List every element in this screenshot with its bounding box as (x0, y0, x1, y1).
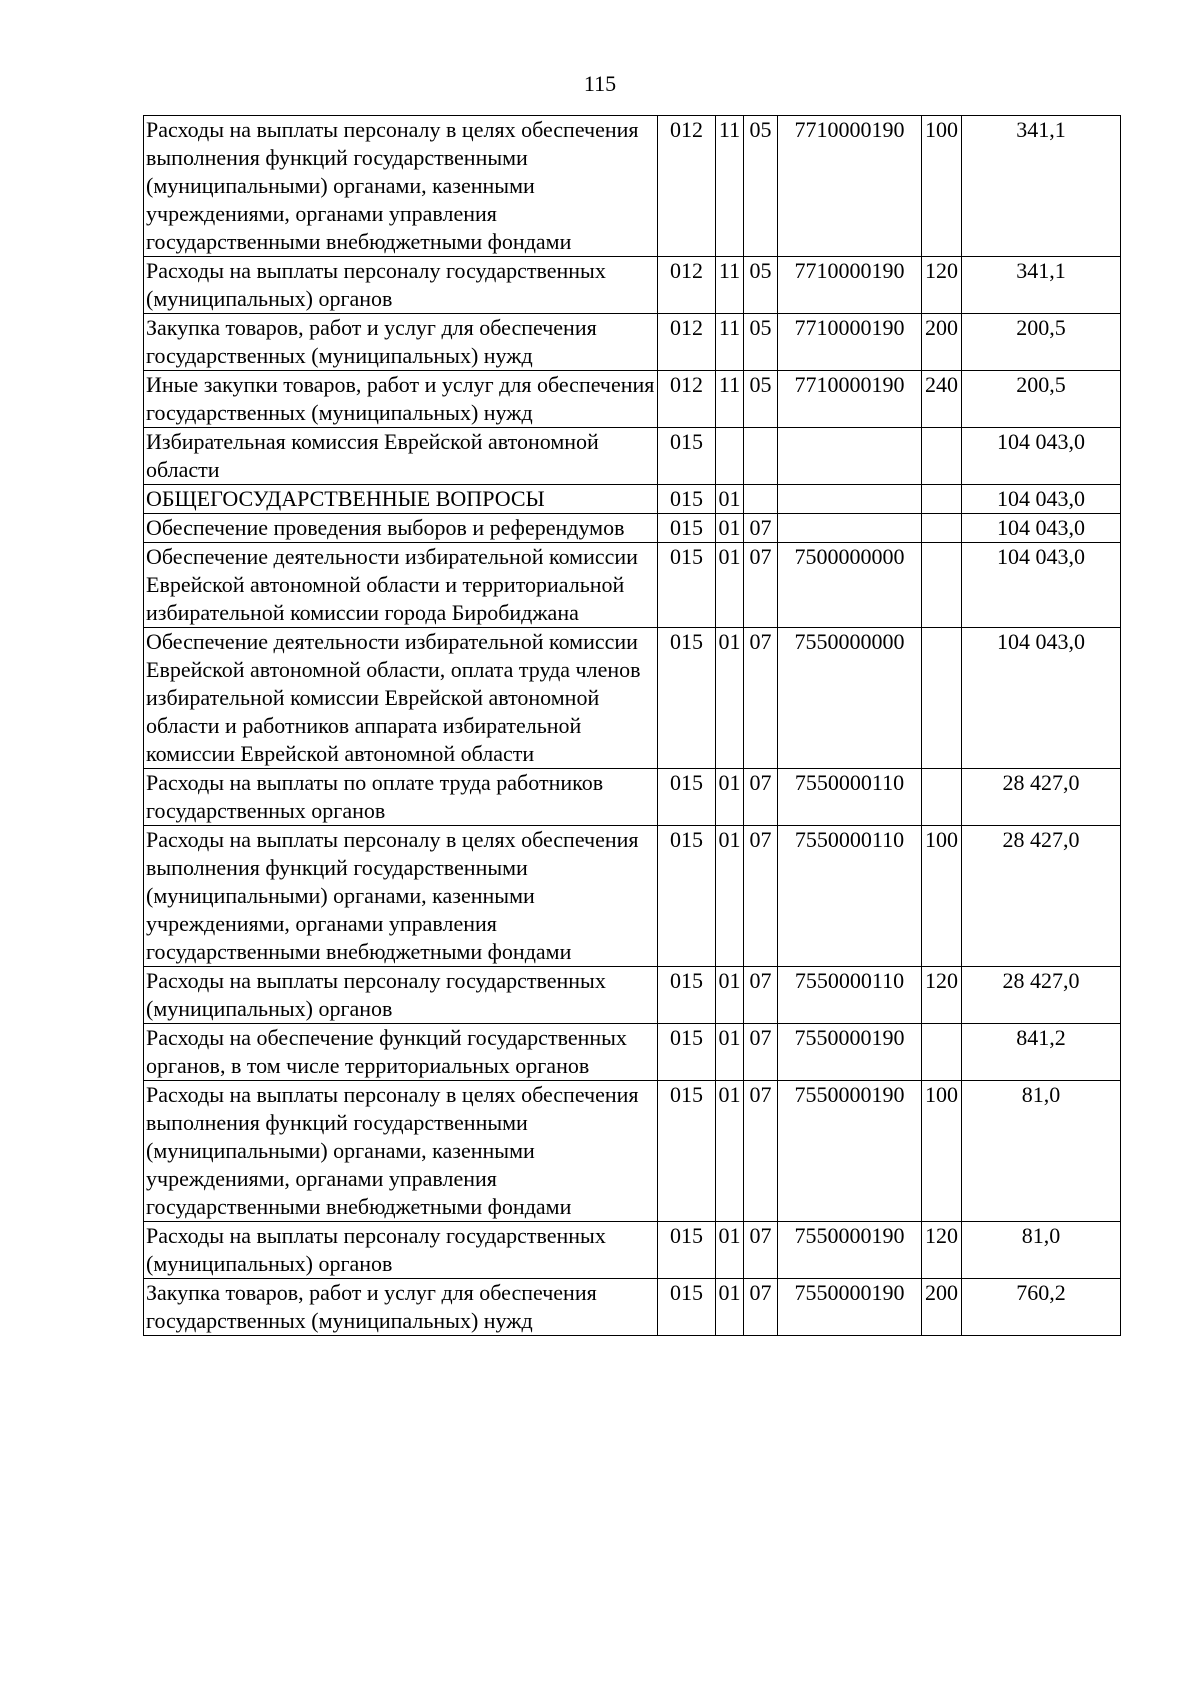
row-csr-code-cell: 7550000110 (778, 769, 922, 826)
row-csr-code-cell: 7550000110 (778, 967, 922, 1024)
row-sum-cell: 341,1 (962, 257, 1121, 314)
row-sum-cell: 841,2 (962, 1024, 1121, 1081)
row-gr-code-cell: 015 (658, 826, 716, 967)
row-rz-code-cell: 01 (716, 826, 744, 967)
row-rz-code-cell: 11 (716, 116, 744, 257)
row-vr-code-cell: 120 (922, 1222, 962, 1279)
row-name-cell: Закупка товаров, работ и услуг для обеспечения государственных (муниципальных) нужд (144, 314, 658, 371)
row-gr-code-cell: 015 (658, 514, 716, 543)
row-rz-code-cell: 11 (716, 257, 744, 314)
row-csr-code-cell (778, 485, 922, 514)
row-gr-code-cell: 015 (658, 1222, 716, 1279)
row-pr-code-cell: 05 (744, 257, 778, 314)
row-vr-code-cell: 200 (922, 1279, 962, 1336)
row-rz-code-cell: 11 (716, 314, 744, 371)
row-pr-code-cell: 07 (744, 769, 778, 826)
row-pr-code-cell: 07 (744, 514, 778, 543)
row-sum-cell: 200,5 (962, 371, 1121, 428)
row-gr-code-cell: 012 (658, 257, 716, 314)
row-vr-code-cell (922, 543, 962, 628)
row-gr-code-cell: 015 (658, 543, 716, 628)
row-csr-code-cell: 7550000190 (778, 1024, 922, 1081)
row-gr-code-cell: 012 (658, 314, 716, 371)
row-pr-code-cell (744, 485, 778, 514)
row-rz-code-cell: 01 (716, 1081, 744, 1222)
row-sum-cell: 28 427,0 (962, 769, 1121, 826)
row-csr-code-cell: 7550000190 (778, 1081, 922, 1222)
row-sum-cell: 81,0 (962, 1081, 1121, 1222)
row-rz-code-cell: 01 (716, 1024, 744, 1081)
row-sum-cell: 104 043,0 (962, 485, 1121, 514)
row-pr-code-cell: 05 (744, 314, 778, 371)
row-vr-code-cell: 100 (922, 826, 962, 967)
row-csr-code-cell: 7710000190 (778, 371, 922, 428)
row-csr-code-cell: 7710000190 (778, 116, 922, 257)
row-vr-code-cell: 120 (922, 967, 962, 1024)
table-row (144, 769, 1121, 826)
table-row (144, 514, 1121, 543)
row-sum-cell: 104 043,0 (962, 628, 1121, 769)
row-sum-cell: 28 427,0 (962, 826, 1121, 967)
table-row (144, 543, 1121, 628)
row-vr-code-cell: 240 (922, 371, 962, 428)
row-gr-code-cell: 015 (658, 769, 716, 826)
row-name-cell: Закупка товаров, работ и услуг для обеспечения государственных (муниципальных) нужд (144, 1279, 658, 1336)
table-row (144, 485, 1121, 514)
row-sum-cell: 104 043,0 (962, 543, 1121, 628)
row-vr-code-cell: 100 (922, 116, 962, 257)
row-name-cell: Расходы на выплаты по оплате труда работников государственных органов (144, 769, 658, 826)
budget-table (143, 115, 1121, 1336)
row-name-cell: Избирательная комиссия Еврейской автономной области (144, 428, 658, 485)
row-name-cell: Расходы на выплаты персоналу в целях обеспечения выполнения функций государственными (муниципальными) органами, казенными учреждениями, органами управления государственными внебюджетными фондами (144, 826, 658, 967)
table-row (144, 628, 1121, 769)
table-row (144, 314, 1121, 371)
row-vr-code-cell: 100 (922, 1081, 962, 1222)
row-gr-code-cell: 015 (658, 1024, 716, 1081)
row-rz-code-cell (716, 428, 744, 485)
row-rz-code-cell: 01 (716, 514, 744, 543)
row-rz-code-cell: 01 (716, 967, 744, 1024)
row-name-cell: Расходы на выплаты персоналу государственных (муниципальных) органов (144, 967, 658, 1024)
row-gr-code-cell: 015 (658, 628, 716, 769)
row-rz-code-cell: 01 (716, 485, 744, 514)
row-vr-code-cell (922, 514, 962, 543)
row-pr-code-cell: 05 (744, 371, 778, 428)
row-pr-code-cell: 07 (744, 967, 778, 1024)
row-name-cell: Иные закупки товаров, работ и услуг для обеспечения государственных (муниципальных) нужд (144, 371, 658, 428)
row-rz-code-cell: 01 (716, 628, 744, 769)
row-rz-code-cell: 01 (716, 769, 744, 826)
row-vr-code-cell: 200 (922, 314, 962, 371)
row-vr-code-cell (922, 485, 962, 514)
row-gr-code-cell: 015 (658, 1081, 716, 1222)
row-pr-code-cell: 07 (744, 1222, 778, 1279)
row-sum-cell: 200,5 (962, 314, 1121, 371)
row-csr-code-cell: 7550000190 (778, 1279, 922, 1336)
table-row (144, 1279, 1121, 1336)
row-name-cell: ОБЩЕГОСУДАРСТВЕННЫЕ ВОПРОСЫ (144, 485, 658, 514)
row-gr-code-cell: 012 (658, 371, 716, 428)
table-row (144, 116, 1121, 257)
row-name-cell: Обеспечение деятельности избирательной комиссии Еврейской автономной области и территориальной избирательной комиссии города Биробиджана (144, 543, 658, 628)
row-csr-code-cell: 7500000000 (778, 543, 922, 628)
row-vr-code-cell (922, 769, 962, 826)
row-gr-code-cell: 015 (658, 967, 716, 1024)
row-rz-code-cell: 01 (716, 1279, 744, 1336)
row-sum-cell: 341,1 (962, 116, 1121, 257)
table-row (144, 967, 1121, 1024)
page-number: 115 (583, 71, 617, 96)
row-gr-code-cell: 012 (658, 116, 716, 257)
budget-table-body (144, 116, 1121, 1336)
table-row (144, 1222, 1121, 1279)
row-pr-code-cell: 07 (744, 1279, 778, 1336)
row-pr-code-cell (744, 428, 778, 485)
table-row (144, 428, 1121, 485)
row-pr-code-cell: 07 (744, 543, 778, 628)
row-name-cell: Расходы на выплаты персоналу в целях обеспечения выполнения функций государственными (муниципальными) органами, казенными учреждениями, органами управления государственными внебюджетными фондами (144, 116, 658, 257)
row-pr-code-cell: 07 (744, 826, 778, 967)
row-csr-code-cell: 7710000190 (778, 314, 922, 371)
row-csr-code-cell (778, 428, 922, 485)
table-row (144, 826, 1121, 967)
row-sum-cell: 28 427,0 (962, 967, 1121, 1024)
row-rz-code-cell: 01 (716, 1222, 744, 1279)
table-row (144, 1024, 1121, 1081)
row-name-cell: Расходы на выплаты персоналу государственных (муниципальных) органов (144, 257, 658, 314)
row-vr-code-cell (922, 628, 962, 769)
row-csr-code-cell: 7710000190 (778, 257, 922, 314)
row-vr-code-cell (922, 428, 962, 485)
row-sum-cell: 104 043,0 (962, 514, 1121, 543)
row-csr-code-cell: 7550000190 (778, 1222, 922, 1279)
row-csr-code-cell: 7550000000 (778, 628, 922, 769)
row-rz-code-cell: 01 (716, 543, 744, 628)
row-csr-code-cell: 7550000110 (778, 826, 922, 967)
row-rz-code-cell: 11 (716, 371, 744, 428)
table-row (144, 257, 1121, 314)
row-gr-code-cell: 015 (658, 1279, 716, 1336)
row-name-cell: Расходы на выплаты персоналу в целях обеспечения выполнения функций государственными (муниципальными) органами, казенными учреждениями, органами управления государственными внебюджетными фондами (144, 1081, 658, 1222)
row-pr-code-cell: 07 (744, 1081, 778, 1222)
table-row (144, 371, 1121, 428)
row-pr-code-cell: 07 (744, 628, 778, 769)
row-name-cell: Расходы на выплаты персоналу государственных (муниципальных) органов (144, 1222, 658, 1279)
row-pr-code-cell: 05 (744, 116, 778, 257)
row-sum-cell: 104 043,0 (962, 428, 1121, 485)
row-vr-code-cell: 120 (922, 257, 962, 314)
row-csr-code-cell (778, 514, 922, 543)
row-name-cell: Обеспечение проведения выборов и референдумов (144, 514, 658, 543)
row-name-cell: Расходы на обеспечение функций государственных органов, в том числе территориальных органов (144, 1024, 658, 1081)
row-sum-cell: 81,0 (962, 1222, 1121, 1279)
row-gr-code-cell: 015 (658, 428, 716, 485)
row-name-cell: Обеспечение деятельности избирательной комиссии Еврейской автономной области, оплата труда членов избирательной комиссии Еврейской автономной области и работников аппарата избирательной комиссии Еврейской автономной области (144, 628, 658, 769)
row-pr-code-cell: 07 (744, 1024, 778, 1081)
table-row (144, 1081, 1121, 1222)
row-gr-code-cell: 015 (658, 485, 716, 514)
row-sum-cell: 760,2 (962, 1279, 1121, 1336)
row-vr-code-cell (922, 1024, 962, 1081)
